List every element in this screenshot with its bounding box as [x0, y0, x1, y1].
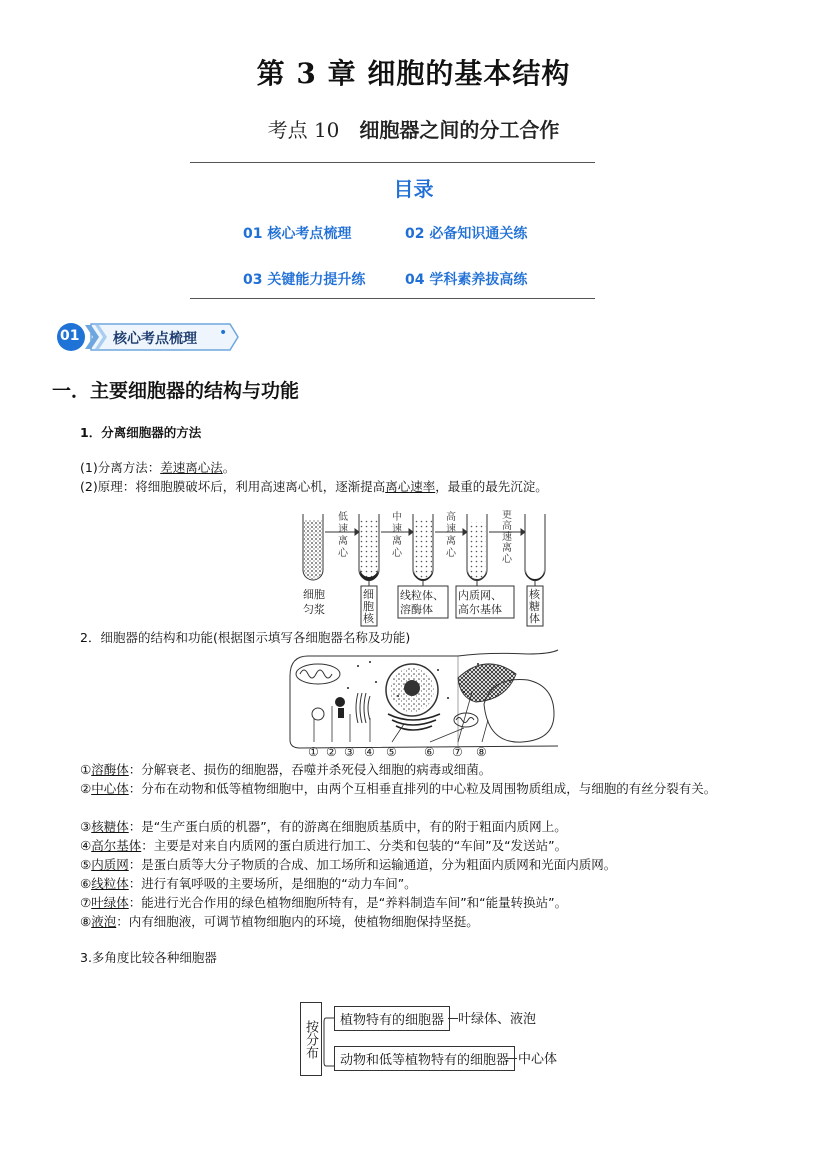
- organelle-item: [80, 836, 780, 855]
- organelle-item: [80, 912, 780, 931]
- step-label-2: 中速离心: [392, 512, 402, 559]
- fraction-label-mito: 线粒体、溶酶体: [400, 589, 444, 616]
- toc-bottom-rule: [190, 298, 595, 299]
- cell-num-1: ①: [308, 745, 319, 759]
- organelle-desc: ：分解衰老、损伤的细胞器，吞噬并杀死侵入细胞的病毒或细菌。: [128, 762, 492, 777]
- organelle-item: [80, 893, 780, 912]
- connector-line: [448, 1018, 458, 1019]
- cell-diagram: [288, 648, 563, 760]
- toc-item-3[interactable]: 03 关键能力提升练: [243, 272, 366, 288]
- centrifuge-diagram: [295, 510, 565, 628]
- plant-only-result: 叶绿体、液泡: [458, 1012, 537, 1027]
- organelle-desc: ：分布在动物和低等植物细胞中，由两个互相垂直排列的中心粒及周围物质组成，与细胞的有丝分裂有关。: [128, 781, 717, 796]
- organelle-item: [80, 855, 780, 874]
- category-box: 按分布: [300, 1002, 322, 1076]
- principle-end: ，最重的最先沉淀。: [435, 479, 548, 494]
- toc-top-rule: [190, 162, 595, 163]
- principle-line: [80, 477, 548, 496]
- cell-num-3: ③: [344, 745, 355, 759]
- cell-num-6: ⑥: [424, 745, 435, 759]
- part3-heading: 3.多角度比较各种细胞器: [80, 950, 217, 965]
- organelle-num: ①: [80, 762, 92, 777]
- organelle-item: [80, 760, 780, 779]
- organelle-num: ⑦: [80, 895, 92, 910]
- section-badge: [55, 321, 240, 353]
- organelle-desc: ：进行有氧呼吸的主要场所，是细胞的“动力车间”。: [128, 876, 417, 891]
- organelle-num: ②: [80, 781, 92, 796]
- cell-num-7: ⑦: [452, 745, 463, 759]
- method-end: 。: [222, 460, 236, 475]
- fraction-label-er: 内质网、高尔基体: [458, 589, 502, 616]
- part2-heading: 2．细胞器的结构和功能(根据图示填写各细胞器名称及功能): [80, 630, 411, 645]
- organelle-name: 线粒体: [91, 876, 129, 891]
- connector-line: [507, 1058, 517, 1059]
- organelle-num: ⑧: [80, 914, 92, 929]
- part1-heading: 1．分离细胞器的方法: [80, 425, 202, 440]
- animal-only-box: 动物和低等植物特有的细胞器: [334, 1046, 515, 1071]
- badge-dot-icon: •: [219, 325, 228, 341]
- chapter-title: 第 3 章 细胞的基本结构: [256, 57, 571, 90]
- cell-num-8: ⑧: [476, 745, 487, 759]
- point-number: 考点 10: [267, 118, 340, 142]
- principle-answer: 离心速率: [385, 479, 436, 494]
- organelle-desc: ：是“生产蛋白质的机器”，有的游离在细胞质基质中，有的附于粗面内质网上。: [128, 819, 567, 834]
- animal-only-result: 中心体: [518, 1052, 558, 1067]
- organelle-num: ③: [80, 819, 92, 834]
- organelle-desc: ：能进行光合作用的绿色植物细胞所特有，是“养料制造车间”和“能量转换站”。: [128, 895, 568, 910]
- organelle-item: [80, 874, 780, 893]
- principle-label: (2)原理：将细胞膜破坏后，利用高速离心机，逐渐提高: [80, 479, 386, 494]
- organelle-item: [80, 817, 780, 836]
- step-label-4: 更高速离心: [502, 510, 512, 565]
- toc-item-4[interactable]: 04 学科素养拔高练: [405, 272, 528, 288]
- method-answer: 差速离心法: [160, 460, 223, 475]
- organelle-desc: ：内有细胞液，可调节植物细胞内的环境，使植物细胞保持坚挺。: [116, 914, 479, 929]
- cell-num-5: ⑤: [386, 745, 397, 759]
- cell-num-4: ④: [364, 745, 375, 759]
- plant-only-box: 植物特有的细胞器: [334, 1006, 450, 1031]
- organelle-name: 液泡: [91, 914, 117, 929]
- comparison-diagram: [300, 1002, 560, 1082]
- point-title: 细胞器之间的分工合作: [359, 118, 560, 142]
- organelle-name: 溶酶体: [91, 762, 129, 777]
- organelle-num: ⑤: [80, 857, 92, 872]
- method-line: [80, 458, 235, 477]
- organelle-name: 核糖体: [91, 819, 129, 834]
- toc-item-1[interactable]: 01 核心考点梳理: [243, 226, 352, 242]
- organelle-name: 内质网: [91, 857, 129, 872]
- point-title-line: [0, 114, 827, 143]
- organelle-name: 叶绿体: [91, 895, 129, 910]
- fraction-label-ribosome: 核糖体: [529, 588, 540, 625]
- step-label-3: 高速离心: [446, 512, 456, 559]
- organelle-desc: ：主要是对来自内质网的蛋白质进行加工、分类和包装的“车间”及“发送站”。: [141, 838, 568, 853]
- method-label: (1)分离方法：: [80, 460, 161, 475]
- organelle-name: 高尔基体: [91, 838, 142, 853]
- fraction-label-homogenate: 细胞匀浆: [303, 588, 325, 616]
- step-label-1: 低速离心: [338, 512, 348, 559]
- toc-heading: 目录: [393, 177, 434, 201]
- section-title: 一．主要细胞器的结构与功能: [52, 380, 300, 402]
- organelle-item: [52, 779, 782, 798]
- badge-label: 核心考点梳理: [113, 331, 197, 347]
- organelle-num: ⑥: [80, 876, 92, 891]
- organelle-name: 中心体: [91, 781, 129, 796]
- organelle-num: ④: [80, 838, 92, 853]
- organelle-desc: ：是蛋白质等大分子物质的合成、加工场所和运输通道，分为粗面内质网和光面内质网。: [128, 857, 617, 872]
- badge-number: 01: [60, 328, 80, 344]
- fraction-label-nucleus: 细胞核: [363, 588, 374, 625]
- cell-num-2: ②: [326, 745, 337, 759]
- toc-item-2[interactable]: 02 必备知识通关练: [405, 226, 528, 242]
